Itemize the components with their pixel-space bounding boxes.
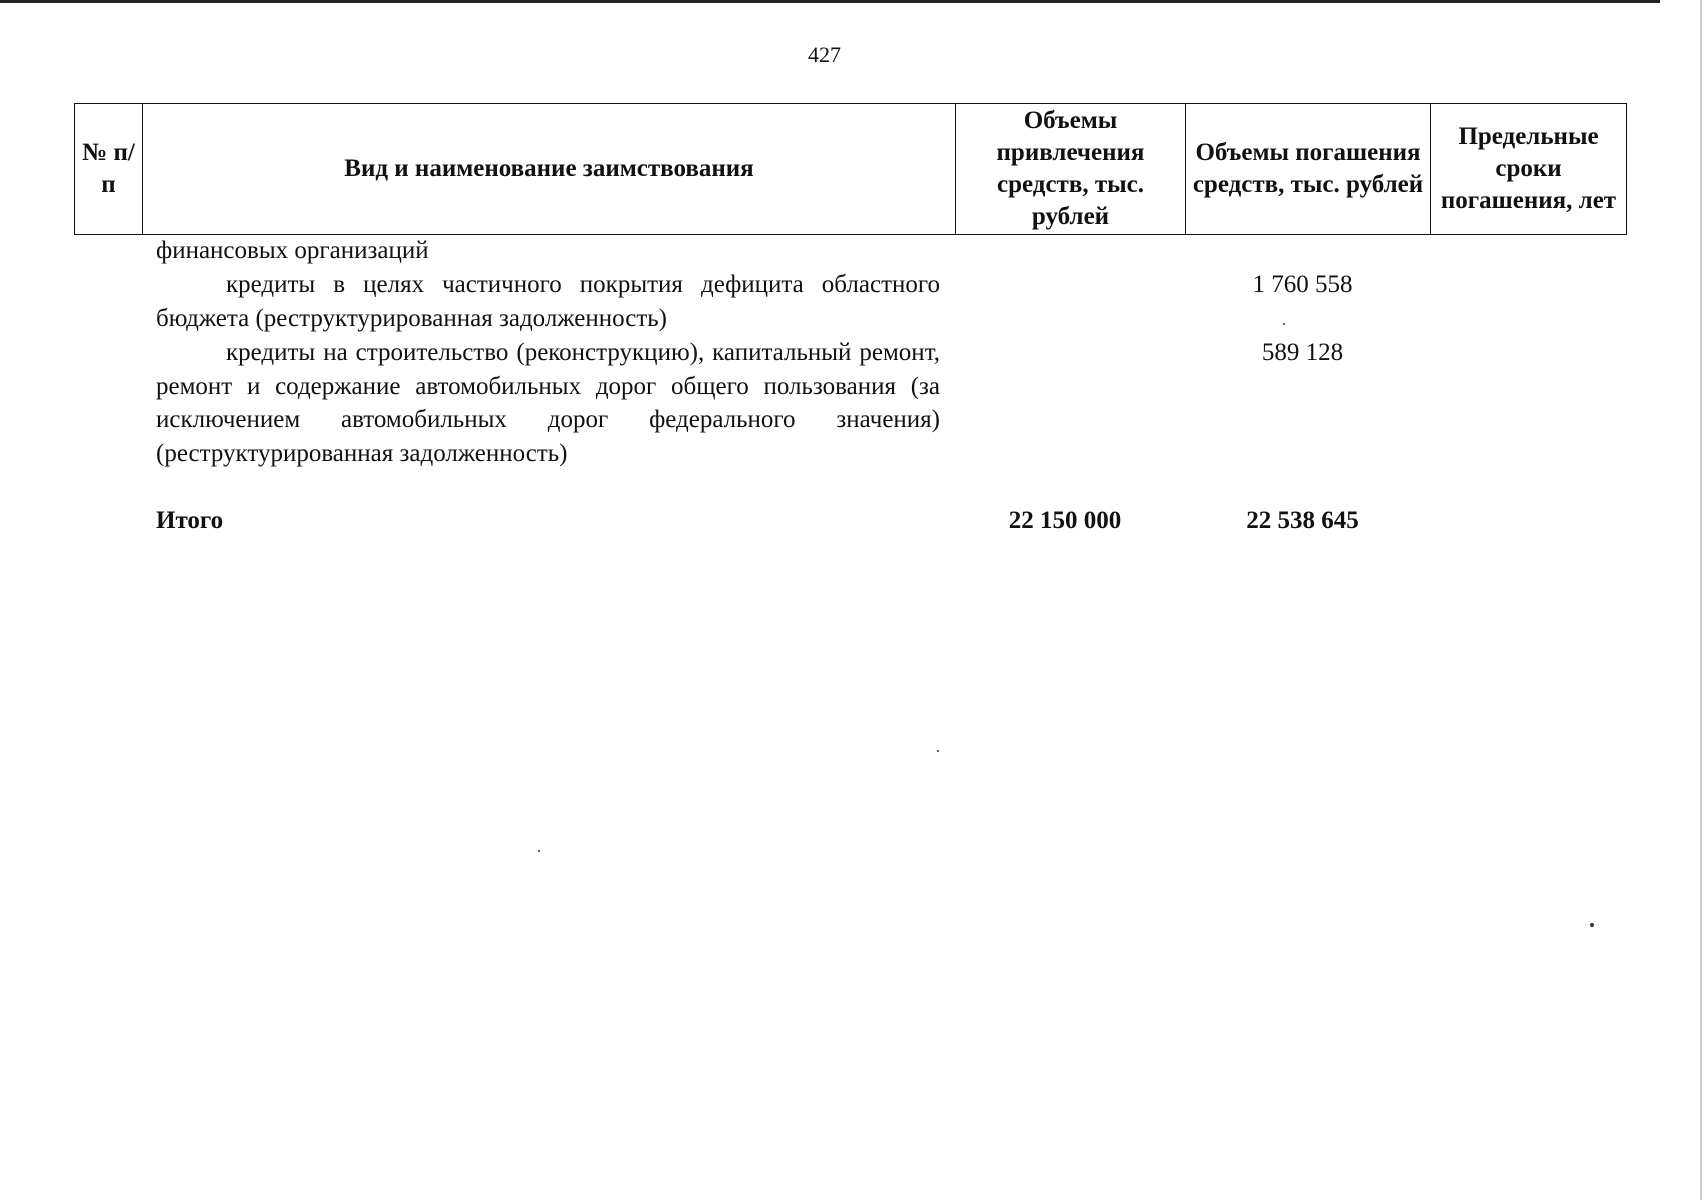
scan-right-edge (1700, 0, 1702, 1200)
header-attraction-volume: Объемы привлечения средств, тыс. рублей (956, 104, 1186, 235)
row-road-credits-repay: 589 128 (1261, 339, 1344, 366)
total-attraction: 22 150 000 (1008, 507, 1122, 534)
row-deficit-credits-repay: 1 760 558 (1252, 271, 1353, 298)
scan-speck (937, 750, 939, 752)
scan-speck (1283, 323, 1285, 325)
header-number: № п/п (75, 104, 143, 235)
page-number: 427 (808, 42, 841, 67)
scan-speck (538, 850, 540, 852)
total-repayment: 22 538 645 (1246, 507, 1359, 534)
borrowing-table-header (74, 103, 1627, 235)
row-road-credits: кредиты на строительство (реконструкцию), капитальный ремонт, ремонт и содержание автомобильных дорог общего пользования (за исключением автомобильных дорог федерального значения) (реструктурированная задолженность) (156, 339, 940, 467)
header-borrowing-name: Вид и наименование заимствования (143, 104, 956, 235)
scan-top-border (0, 0, 1660, 3)
header-repayment-volume: Объемы погашения средств, тыс. рублей (1186, 104, 1431, 235)
header-repayment-term: Предельные сроки погашения, лет (1431, 104, 1627, 235)
scan-speck (1590, 923, 1594, 927)
row-financial-organizations: финансовых организаций (156, 237, 429, 264)
total-label: Итого (156, 507, 224, 534)
row-deficit-credits: кредиты в целях частичного покрытия дефицита областного бюджета (реструктурированная задолженность) (156, 271, 940, 332)
